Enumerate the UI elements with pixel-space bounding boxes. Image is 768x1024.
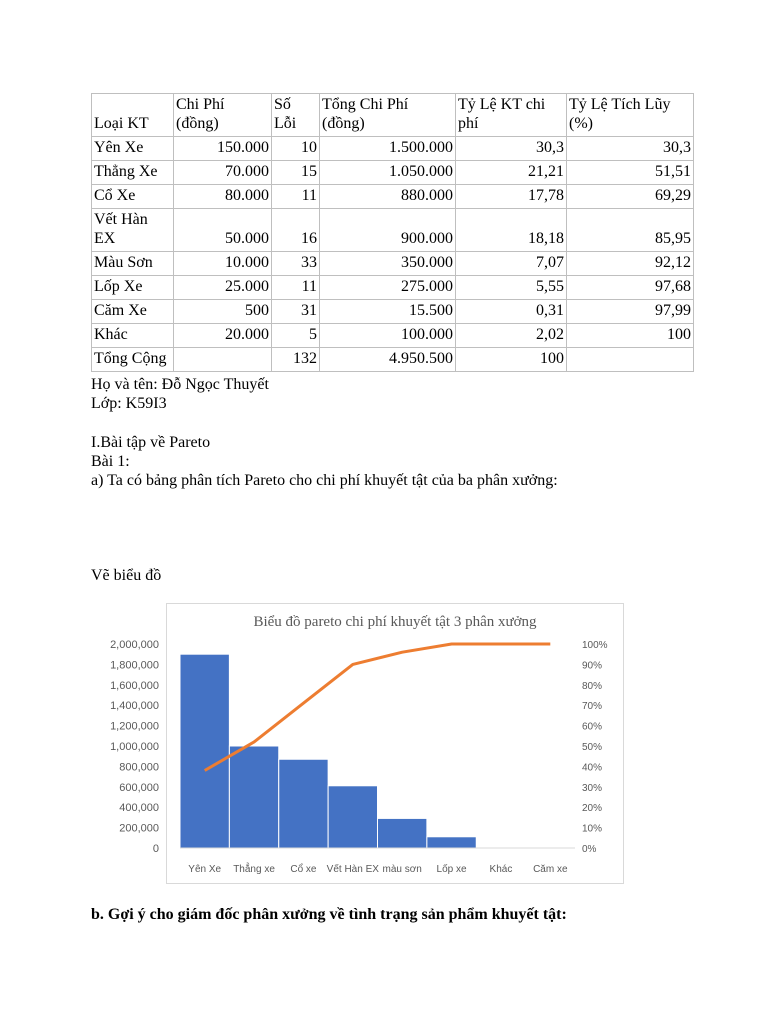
header-error-count: Số Lỗi (272, 94, 320, 137)
table-row (92, 252, 694, 276)
cell-cumulative (567, 348, 694, 372)
cell-type: Yên Xe (92, 137, 174, 161)
x-tick-label: Yên Xe (188, 864, 222, 875)
cell-cost: 70.000 (174, 161, 272, 185)
draw-chart-text: Vẽ biểu đồ (91, 567, 162, 584)
cell-ratio: 0,31 (456, 300, 567, 324)
y2-tick-label: 0% (582, 844, 597, 855)
cell-total: 275.000 (320, 276, 456, 300)
cell-cumulative: 92,12 (567, 252, 694, 276)
pareto-table (91, 93, 694, 372)
cell-type: Lốp Xe (92, 276, 174, 300)
pareto-chart (110, 603, 624, 884)
y2-tick-label: 30% (582, 782, 603, 794)
y2-tick-label: 50% (582, 742, 603, 753)
x-tick-label: Căm xe (533, 864, 568, 875)
header-cost-ratio: Tỷ Lệ KT chi phí (456, 94, 567, 137)
bar-6 (427, 837, 476, 848)
table-row (92, 209, 694, 252)
part-b-text: b. Gợi ý cho giám đốc phân xưởng về tình trạng sản phẩm khuyết tật: (91, 906, 567, 923)
cell-errors: 10 (272, 137, 320, 161)
y-tick-label: 800,000 (119, 761, 159, 774)
cell-cumulative: 30,3 (567, 137, 694, 161)
cell-errors: 132 (272, 348, 320, 372)
y2-tick-label: 80% (582, 680, 603, 692)
header-cost: Chi Phí (đồng) (174, 94, 272, 137)
y-tick-label: 2,000,000 (110, 639, 159, 651)
cell-errors: 31 (272, 300, 320, 324)
cell-cost: 150.000 (174, 137, 272, 161)
bar-5 (378, 818, 427, 848)
cell-cumulative: 85,95 (567, 209, 694, 252)
cell-errors: 33 (272, 252, 320, 276)
cell-type: Màu Sơn (92, 252, 174, 276)
cell-total: 15.500 (320, 300, 456, 324)
cell-total: 1.500.000 (320, 137, 456, 161)
table-row (92, 300, 694, 324)
cell-ratio: 21,21 (456, 161, 567, 185)
cell-type: Vết Hàn EX (92, 209, 174, 252)
bar-3 (279, 759, 328, 848)
cell-ratio: 17,78 (456, 185, 567, 209)
x-tick-label: Cổ xe (290, 864, 317, 875)
chart-title: Biểu đồ pareto chi phí khuyết tật 3 phân xưởng (253, 614, 537, 630)
cell-total: 4.950.500 (320, 348, 456, 372)
y-tick-label: 1,800,000 (110, 659, 159, 672)
table-row (92, 185, 694, 209)
table-row (92, 324, 694, 348)
y-tick-label: 1,000,000 (110, 741, 159, 753)
cell-ratio: 18,18 (456, 209, 567, 252)
y-tick-label: 1,200,000 (110, 720, 159, 733)
cell-errors: 16 (272, 209, 320, 252)
cell-errors: 11 (272, 276, 320, 300)
table-header-row (92, 94, 694, 137)
header-cumulative-ratio: Tỷ Lệ Tích Lũy (%) (567, 94, 694, 137)
y2-tick-label: 40% (582, 762, 603, 774)
bar-2 (229, 746, 278, 848)
cell-cumulative: 51,51 (567, 161, 694, 185)
cell-type: Căm Xe (92, 300, 174, 324)
cell-cost: 10.000 (174, 252, 272, 276)
x-tick-label: Vết Hàn EX (326, 864, 379, 875)
y2-tick-label: 10% (582, 823, 603, 835)
y-tick-label: 600,000 (119, 781, 159, 794)
pareto-chart-svg (110, 604, 623, 883)
cell-cost: 50.000 (174, 209, 272, 252)
y-tick-label: 1,400,000 (110, 700, 159, 713)
cell-ratio: 2,02 (456, 324, 567, 348)
cell-ratio: 100 (456, 348, 567, 372)
cell-type: Cổ Xe (92, 185, 174, 209)
y-tick-label: 1,600,000 (110, 679, 159, 692)
y2-tick-label: 90% (582, 660, 603, 672)
header-total-cost: Tổng Chi Phí (đồng) (320, 94, 456, 137)
x-tick-label: màu sơn (382, 864, 422, 875)
cell-cumulative: 97,99 (567, 300, 694, 324)
exercise-label: Bài 1: (91, 453, 130, 470)
cell-ratio: 5,55 (456, 276, 567, 300)
cell-errors: 15 (272, 161, 320, 185)
y2-tick-label: 60% (582, 721, 603, 733)
cell-type: Khác (92, 324, 174, 348)
y2-tick-label: 100% (582, 640, 608, 651)
student-name: Họ và tên: Đỗ Ngọc Thuyết (91, 376, 269, 393)
cell-total: 900.000 (320, 209, 456, 252)
cell-cost: 500 (174, 300, 272, 324)
bar-1 (180, 654, 229, 848)
cell-ratio: 7,07 (456, 252, 567, 276)
cell-cost (174, 348, 272, 372)
student-class: Lớp: K59I3 (91, 395, 167, 412)
header-defect-type: Loại KT (92, 94, 174, 137)
cell-cost: 25.000 (174, 276, 272, 300)
table-row (92, 161, 694, 185)
cell-ratio: 30,3 (456, 137, 567, 161)
section-title: I.Bài tập về Pareto (91, 434, 211, 451)
part-a-text: a) Ta có bảng phân tích Pareto cho chi phí khuyết tật của ba phân xưởng: (91, 472, 558, 489)
y2-tick-label: 70% (582, 701, 603, 713)
cell-errors: 5 (272, 324, 320, 348)
cell-total: 1.050.000 (320, 161, 456, 185)
table-row (92, 348, 694, 372)
cell-cost: 20.000 (174, 324, 272, 348)
cell-cumulative: 100 (567, 324, 694, 348)
bar-4 (328, 786, 377, 848)
y-tick-label: 200,000 (119, 822, 159, 835)
table-row (92, 137, 694, 161)
cell-cumulative: 97,68 (567, 276, 694, 300)
cell-cost: 80.000 (174, 185, 272, 209)
cell-type: Thẳng Xe (92, 161, 174, 185)
x-tick-label: Lốp xe (436, 864, 467, 875)
table-body (92, 137, 694, 372)
x-tick-label: Khác (489, 864, 513, 875)
cell-cumulative: 69,29 (567, 185, 694, 209)
y2-tick-label: 20% (582, 803, 603, 815)
cell-total: 100.000 (320, 324, 456, 348)
table-row (92, 276, 694, 300)
y-tick-label: 0 (152, 843, 159, 855)
cell-total: 880.000 (320, 185, 456, 209)
y-tick-label: 400,000 (119, 802, 159, 815)
cell-errors: 11 (272, 185, 320, 209)
table-header (92, 94, 694, 137)
cell-type: Tổng Cộng (92, 348, 174, 372)
x-tick-label: Thẳng xe (233, 864, 275, 875)
cell-total: 350.000 (320, 252, 456, 276)
